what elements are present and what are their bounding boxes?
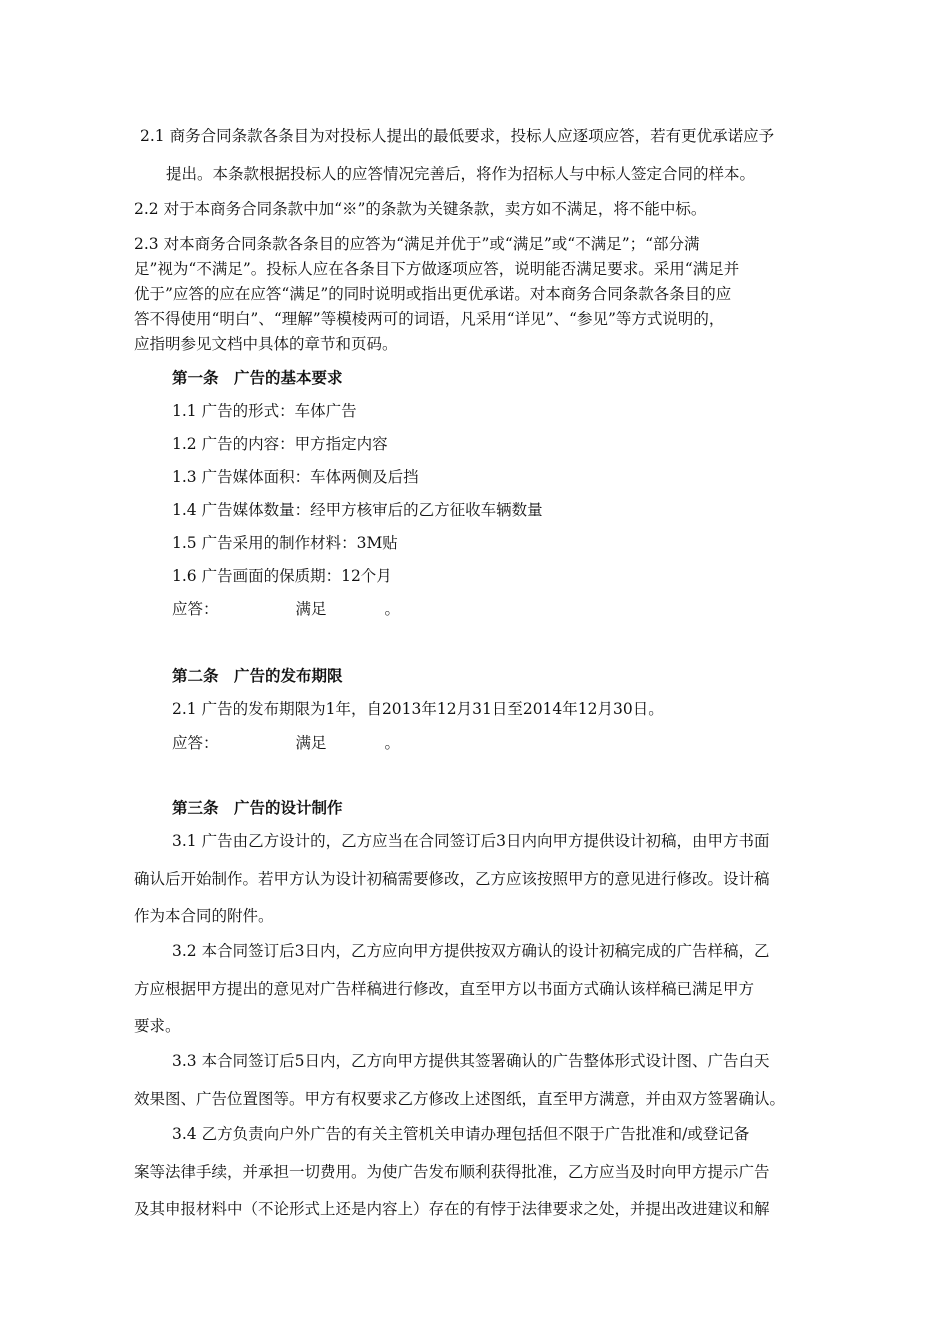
article2-item: 2.1 广告的发布期限为1年，自2013年12月31日至2014年12月30日。	[172, 700, 664, 718]
answer-value: 满足	[295, 600, 327, 618]
article2-title: 第二条 广告的发布期限	[172, 666, 343, 685]
intro-2-3-line2: 足”视为“不满足”。投标人应在各条目下方做逐项应答，说明能否满足要求。采用“满足并	[134, 260, 740, 278]
article3-3-4-line1: 3.4 乙方负责向户外广告的有关主管机关申请办理包括但不限于广告批准和/或登记备	[172, 1125, 750, 1143]
article1-item: 1.2 广告的内容：甲方指定内容	[172, 435, 388, 453]
article1-answer	[172, 599, 414, 619]
article3-3-2-line1: 3.2 本合同签订后3日内，乙方应向甲方提供按双方确认的设计初稿完成的广告样稿，乙	[172, 942, 770, 960]
article1-item: 1.4 广告媒体数量：经甲方核审后的乙方征收车辆数量	[172, 501, 543, 519]
article3-3-1-line3: 作为本合同的附件。	[134, 907, 274, 925]
article3-title: 第三条 广告的设计制作	[172, 798, 343, 817]
intro-2-1-line1: 2.1 商务合同条款各条目为对投标人提出的最低要求，投标人应逐项应答，若有更优承诺应予	[140, 127, 775, 145]
answer-end: 。	[384, 734, 401, 752]
article1-title: 第一条 广告的基本要求	[172, 368, 343, 387]
article1-item: 1.5 广告采用的制作材料：3M贴	[172, 534, 398, 552]
answer-field	[219, 733, 415, 753]
answer-field	[219, 599, 415, 619]
article1-item: 1.3 广告媒体面积：车体两侧及后挡	[172, 468, 419, 486]
answer-label: 应答：	[172, 600, 219, 618]
article3-3-3-line1: 3.3 本合同签订后5日内，乙方向甲方提供其签署确认的广告整体形式设计图、广告白天	[172, 1052, 770, 1070]
article3-3-1-line1: 3.1 广告由乙方设计的，乙方应当在合同签订后3日内向甲方提供设计初稿，由甲方书面	[172, 832, 770, 850]
intro-2-3-line1: 2.3 对本商务合同条款各条目的应答为“满足并优于”或“满足”或“不满足”；“部分满	[134, 235, 700, 253]
answer-end: 。	[384, 600, 401, 618]
intro-2-1-line2: 提出。本条款根据投标人的应答情况完善后，将作为招标人与中标人签定合同的样本。	[166, 165, 756, 183]
article3-3-1-line2: 确认后开始制作。若甲方认为设计初稿需要修改，乙方应该按照甲方的意见进行修改。设计稿	[134, 870, 770, 888]
article3-3-4-line3: 及其申报材料中（不论形式上还是内容上）存在的有悖于法律要求之处，并提出改进建议和解	[134, 1200, 770, 1218]
article3-3-2-line2: 方应根据甲方提出的意见对广告样稿进行修改，直至甲方以书面方式确认该样稿已满足甲方	[134, 980, 755, 998]
article3-3-2-line3: 要求。	[134, 1017, 181, 1035]
answer-value: 满足	[295, 734, 327, 752]
intro-2-3-line5: 应指明参见文档中具体的章节和页码。	[134, 335, 398, 353]
article3-3-4-line2: 案等法律手续，并承担一切费用。为使广告发布顺利获得批准，乙方应当及时向甲方提示广告	[134, 1163, 770, 1181]
article2-answer	[172, 733, 414, 753]
article3-3-3-line2: 效果图、广告位置图等。甲方有权要求乙方修改上述图纸，直至甲方满意，并由双方签署确认。	[134, 1090, 786, 1108]
answer-label: 应答：	[172, 734, 219, 752]
article1-item: 1.1 广告的形式：车体广告	[172, 402, 357, 420]
article1-item: 1.6 广告画面的保质期：12个月	[172, 567, 392, 585]
intro-2-3-line3: 优于”应答的应在应答“满足”的同时说明或指出更优承诺。对本商务合同条款各条目的应	[134, 285, 732, 303]
intro-2-3-line4: 答不得使用“明白”、“理解”等模棱两可的词语，凡采用“详见”、“参见”等方式说明的，	[134, 310, 725, 328]
intro-2-2: 2.2 对于本商务合同条款中加“※”的条款为关键条款，卖方如不满足，将不能中标。	[134, 200, 707, 218]
